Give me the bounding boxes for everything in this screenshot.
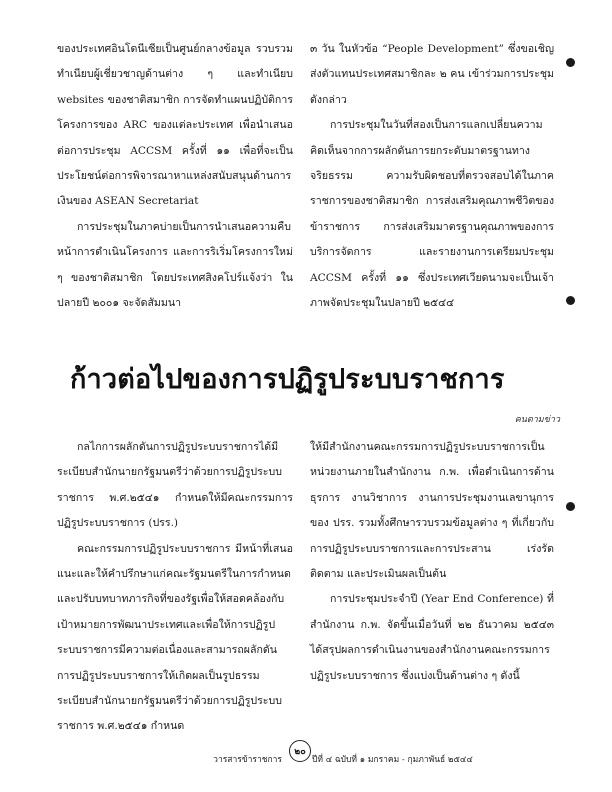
paragraph: ของประเทศอินโดนีเซียเป็นศูนย์กลางข้อมูล รวบรวมทำเนียบผู้เชี่ยวชาญด้านต่าง ๆ และทำเนียบ websites ของชาติสมาชิก การจัดทำแผนปฏิบัติการโครงการของ ARC ของแต่ละประเทศ เพื่อนำเสนอต่อการประชุม ACCSM ครั้งที่ ๑๑ เพื่อที่จะเป็นประโยชน์ต่อการพิจารณาหาแหล่งสนับสนุนด้านการเงินของ ASEAN Secretariat bbox=[57, 43, 293, 208]
paragraph: การประชุมในวันที่สองเป็นการแลกเปลี่ยนความคิดเห็นจากการผลักดันการยกระดับมาตรฐานทางจริยธรรม ความรับผิดชอบที่ตรวจสอบได้ในภาคราชการของชาติสมาชิก การส่งเสริมคุณภาพชีวิตของข้าราชการ การส่งเสริมมาตรฐานคุณภาพของการบริการจัดการ และรายงานการเตรียมประชุม ACCSM ครั้งที่ ๑๑ ซึ่งประเทศเวียดนามจะเป็นเจ้าภาพจัดประชุมในปลายปี ๒๕๔๔ bbox=[310, 119, 554, 310]
footer-journal-name: วารสารข้าราชการ bbox=[213, 755, 282, 765]
paragraph: คณะกรรมการปฏิรูประบบราชการ มีหน้าที่เสนอแนะและให้คำปรึกษาแก่คณะรัฐมนตรีในการกำหนดและปรับบทบาทภารกิจที่ของรัฐเพื่อให้สอดคล้องกับเป้าหมายการพัฒนาประเทศและเพื่อให้การปฏิรูประบบราชการมีความต่อเนื่องและสามารถผลักดันการปฏิรูประบบราชการให้เกิดผลเป็นรูปธรรม ระเบียบสำนักนายกรัฐมนตรีว่าด้วยการปฏิรูประบบราชการ พ.ศ.๒๕๔๑ กำหนด bbox=[57, 542, 293, 733]
paragraph: กลไกการผลักดันการปฏิรูประบบราชการได้มีระเบียบสำนักนายกรัฐมนตรีว่าด้วยการปฏิรูประบบราชการ พ.ศ.๒๕๔๑ กำหนดให้มีคณะกรรมการปฏิรูประบบราชการ (ปรร.) bbox=[57, 441, 293, 530]
paragraph: ให้มีสำนักงานคณะกรรมการปฏิรูประบบราชการเป็นหน่วยงานภายในสำนักงาน ก.พ. เพื่อดำเนินการด้านธุรการ งานวิชาการ งานการประชุมงานเลขานุการของ ปรร. รวมทั้งศึกษารวบรวมข้อมูลต่าง ๆ ที่เกี่ยวกับการปฏิรูประบบราชการและการประสาน เร่งรัด ติดตาม และประเมินผลเป็นต้น bbox=[310, 441, 554, 581]
article-byline: คนตามข่าว bbox=[514, 415, 560, 425]
bottom-left-column bbox=[57, 435, 293, 740]
paragraph: การประชุมประจำปี (Year End Conference) ที่สำนักงาน ก.พ. จัดขึ้นเมื่อวันที่ ๒๒ ธันวาคม ๒๕๔๓ ได้สรุปผลการดำเนินงานของสำนักงานคณะกรรมการปฏิรูประบบราชการ ซึ่งแบ่งเป็นด้านต่าง ๆ ดังนี้ bbox=[310, 593, 554, 682]
top-right-column bbox=[310, 37, 554, 316]
paragraph: การประชุมในภาคบ่ายเป็นการนำเสนอความคืบหน้าการดำเนินโครงการ และการริเริ่มโครงการใหม่ ๆ ของชาติสมาชิก โดยประเทศสิงคโปร์แจ้งว่า ในปลายปี ๒๐๐๑ จะจัดสัมมนา bbox=[57, 220, 293, 310]
binder-hole-decoration bbox=[566, 58, 575, 67]
footer-issue-info: ปีที่ ๔ ฉบับที่ ๑ มกราคม - กุมภาพันธ์ ๒๕๔๔ bbox=[312, 755, 473, 765]
page-number: ๒๐ bbox=[289, 740, 311, 762]
paragraph: ๓ วัน ในหัวข้อ “People Development” ซึ่งขอเชิญส่งตัวแทนประเทศสมาชิกละ ๒ คน เข้าร่วมการประชุมดังกล่าว bbox=[310, 43, 554, 106]
top-left-column bbox=[57, 37, 293, 316]
binder-hole-decoration bbox=[566, 502, 575, 511]
article-headline: ก้าวต่อไปของการปฏิรูประบบราชการ bbox=[70, 364, 505, 395]
bottom-right-column bbox=[310, 435, 554, 689]
binder-hole-decoration bbox=[566, 296, 575, 305]
